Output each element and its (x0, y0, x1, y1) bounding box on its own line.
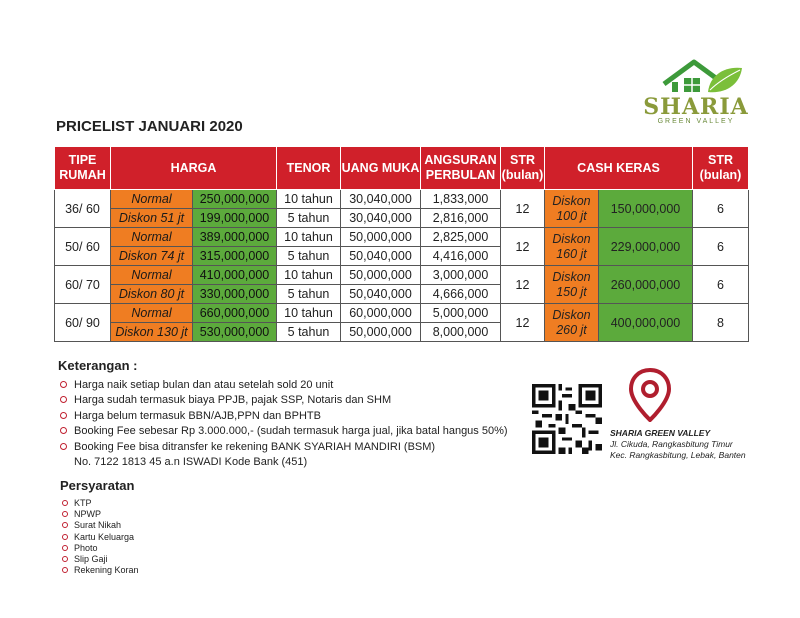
tenor-cell: 10 tahun (277, 228, 341, 247)
tipe-cell: 50/ 60 (55, 228, 111, 266)
cash-discount-label: Diskon 150 jt (545, 266, 599, 304)
bullet-circle-icon (62, 511, 68, 517)
brand-name: SHARIA (643, 94, 749, 120)
persyaratan-list (62, 498, 139, 576)
uang-muka-cell: 60,000,000 (341, 304, 421, 323)
tenor-cell: 10 tahun (277, 190, 341, 209)
header-cash-keras: CASH KERAS (545, 147, 693, 190)
bullet-circle-icon (60, 427, 67, 434)
bullet-circle-icon (62, 556, 68, 562)
price-label: Normal (111, 304, 193, 323)
price-value: 389,000,000 (193, 228, 277, 247)
address-line2: Kec. Rangkasbitung, Lebak, Banten (610, 450, 746, 460)
cash-discount-label: Diskon 260 jt (545, 304, 599, 342)
tenor-cell: 5 tahun (277, 323, 341, 342)
price-value: 660,000,000 (193, 304, 277, 323)
cash-price: 229,000,000 (599, 228, 693, 266)
header-tipe-rumah: TIPE RUMAH (55, 147, 111, 190)
list-item: Harga naik setiap bulan dan atau setelah sold 20 unit (60, 378, 508, 393)
list-item: Booking Fee sebesar Rp 3.000.000,- (sudah termasuk harga jual, jika batal hangus 50%) (60, 424, 508, 439)
str-cash-cell: 6 (693, 266, 749, 304)
price-value: 410,000,000 (193, 266, 277, 285)
list-item: Rekening Koran (62, 565, 139, 576)
uang-muka-cell: 50,000,000 (341, 266, 421, 285)
price-value: 250,000,000 (193, 190, 277, 209)
tenor-cell: 5 tahun (277, 247, 341, 266)
str-cell: 12 (501, 228, 545, 266)
list-item: Slip Gaji (62, 554, 139, 565)
brand-subtitle: GREEN VALLEY (657, 118, 735, 125)
persyaratan-title: Persyaratan (60, 478, 135, 493)
str-cell: 12 (501, 266, 545, 304)
table-row (55, 304, 749, 323)
tenor-cell: 10 tahun (277, 304, 341, 323)
angsuran-cell: 3,000,000 (421, 266, 501, 285)
bullet-circle-icon (60, 381, 67, 388)
price-value: 330,000,000 (193, 285, 277, 304)
cash-price: 260,000,000 (599, 266, 693, 304)
uang-muka-cell: 30,040,000 (341, 209, 421, 228)
list-item: Photo (62, 543, 139, 554)
address-line1: Jl. Cikuda, Rangkasbitung Timur (610, 439, 733, 449)
keterangan-title: Keterangan : (58, 358, 138, 373)
price-label: Normal (111, 266, 193, 285)
uang-muka-cell: 50,040,000 (341, 247, 421, 266)
keterangan-list (60, 378, 508, 470)
header-harga: HARGA (111, 147, 277, 190)
tipe-cell: 60/ 90 (55, 304, 111, 342)
price-value: 199,000,000 (193, 209, 277, 228)
tenor-cell: 5 tahun (277, 209, 341, 228)
cash-price: 400,000,000 (599, 304, 693, 342)
price-label: Diskon 74 jt (111, 247, 193, 266)
table-row (55, 266, 749, 285)
tenor-cell: 5 tahun (277, 285, 341, 304)
uang-muka-cell: 30,040,000 (341, 190, 421, 209)
price-table-body (55, 190, 749, 342)
str-cash-cell: 8 (693, 304, 749, 342)
list-item: NPWP (62, 509, 139, 520)
address-name: SHARIA GREEN VALLEY (610, 428, 711, 438)
angsuran-cell: 4,666,000 (421, 285, 501, 304)
price-value: 315,000,000 (193, 247, 277, 266)
tipe-cell: 60/ 70 (55, 266, 111, 304)
list-item: Surat Nikah (62, 520, 139, 531)
list-item: Harga belum termasuk BBN/AJB,PPN dan BPHTB (60, 409, 508, 424)
str-cash-cell: 6 (693, 190, 749, 228)
bullet-circle-icon (62, 522, 68, 528)
angsuran-cell: 5,000,000 (421, 304, 501, 323)
cash-discount-label: Diskon 100 jt (545, 190, 599, 228)
table-row (55, 190, 749, 209)
list-item: Harga sudah termasuk biaya PPJB, pajak SSP, Notaris dan SHM (60, 393, 508, 408)
cash-discount-label: Diskon 160 jt (545, 228, 599, 266)
bullet-circle-icon (60, 443, 67, 450)
price-label: Diskon 80 jt (111, 285, 193, 304)
angsuran-cell: 2,816,000 (421, 209, 501, 228)
uang-muka-cell: 50,040,000 (341, 285, 421, 304)
uang-muka-cell: 50,000,000 (341, 323, 421, 342)
str-cash-cell: 6 (693, 228, 749, 266)
uang-muka-cell: 50,000,000 (341, 228, 421, 247)
tipe-cell: 36/ 60 (55, 190, 111, 228)
price-value: 530,000,000 (193, 323, 277, 342)
address-block (610, 428, 746, 461)
list-item: Booking Fee bisa ditransfer ke rekening BANK SYARIAH MANDIRI (BSM) (60, 440, 508, 455)
str-cell: 12 (501, 190, 545, 228)
cash-price: 150,000,000 (599, 190, 693, 228)
bullet-circle-icon (60, 396, 67, 403)
angsuran-cell: 2,825,000 (421, 228, 501, 247)
bullet-circle-icon (60, 412, 67, 419)
price-label: Normal (111, 190, 193, 209)
list-item: Kartu Keluarga (62, 532, 139, 543)
tenor-cell: 10 tahun (277, 266, 341, 285)
price-table (54, 146, 749, 342)
price-label: Diskon 130 jt (111, 323, 193, 342)
angsuran-cell: 8,000,000 (421, 323, 501, 342)
header-angsuran: ANGSURAN PERBULAN (421, 147, 501, 190)
angsuran-cell: 4,416,000 (421, 247, 501, 266)
str-cell: 12 (501, 304, 545, 342)
page-title: PRICELIST JANUARI 2020 (56, 118, 243, 135)
price-label: Normal (111, 228, 193, 247)
qr-code-icon[interactable] (532, 384, 602, 454)
map-pin-icon (628, 368, 672, 422)
price-label: Diskon 51 jt (111, 209, 193, 228)
bullet-circle-icon (62, 567, 68, 573)
table-row (55, 228, 749, 247)
header-str-cash: STR (bulan) (693, 147, 749, 190)
header-tenor: TENOR (277, 147, 341, 190)
header-str: STR (bulan) (501, 147, 545, 190)
header-uang-muka: UANG MUKA (341, 147, 421, 190)
bullet-circle-icon (62, 545, 68, 551)
angsuran-cell: 1,833,000 (421, 190, 501, 209)
bullet-circle-icon (62, 500, 68, 506)
bullet-circle-icon (62, 534, 68, 540)
list-item: KTP (62, 498, 139, 509)
bank-account: No. 7122 1813 45 a.n ISWADI Kode Bank (451) (74, 456, 308, 469)
